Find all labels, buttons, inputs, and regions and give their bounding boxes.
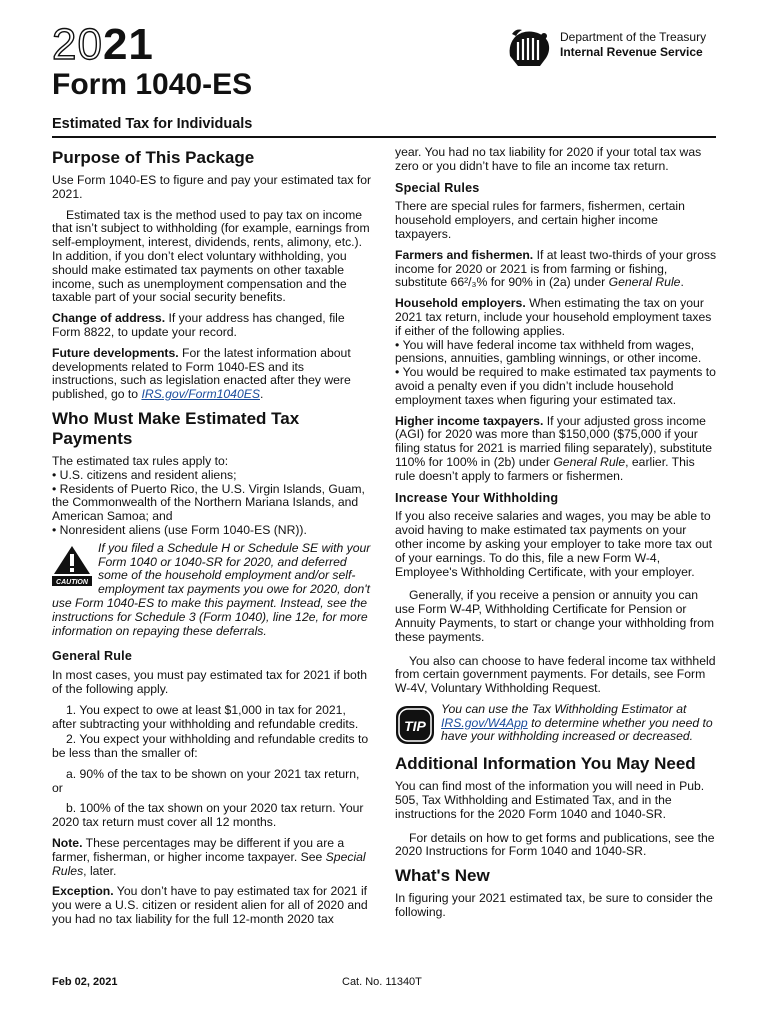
caution-label: CAUTION [56, 578, 88, 586]
increase-para-3: You also can choose to have federal income tax withheld from certain government payments. For details, see Form W-4V, Voluntary Withholding Request. [395, 653, 716, 696]
form-subtitle: Estimated Tax for Individuals [52, 116, 253, 132]
general-item-1: 1. You expect to owe at least $1,000 in tax for 2021, after subtracting your withholding and refundable credits. [52, 702, 359, 731]
header-rule [52, 136, 716, 138]
household-para: Household employers. When estimating the tax on your 2021 tax return, include your household employment taxes if either of the following applies. [395, 296, 712, 338]
household-bullet-2: • You would be required to make estimated tax payments to avoid a penalty even if you didn’t include household employment taxes when figuring your estimated tax. [395, 366, 717, 407]
left-column [52, 146, 372, 934]
w4app-link[interactable]: IRS.gov/W4App [441, 715, 528, 730]
who-bullet-1: • U.S. citizens and resident aliens; [52, 469, 372, 483]
heading-increase-withholding: Increase Your Withholding [395, 490, 559, 505]
future-developments: Future developments. For the latest information about developments related to Form 1040-ES and its instructions, such as legislation enacted after they were published, go to IRS.gov/Form1040ES. [52, 345, 351, 402]
increase-para-2: Generally, if you receive a pension or annuity you can use Form W-4P, Withholding Certificate for Pension or Annuity Payments, to start or change your withholding from these payments. [395, 588, 715, 644]
note-para: Note. These percentages may be different if you are a farmer, fisherman, or higher income taxpayer. See Special Rules, later. [52, 836, 366, 878]
purpose-para-1: Use Form 1040-ES to figure and pay your estimated tax for 2021. [52, 173, 372, 201]
caution-note [52, 542, 372, 639]
heading-general-rule: General Rule [52, 649, 133, 664]
tip-badge-icon [395, 705, 435, 745]
form1040es-link[interactable]: IRS.gov/Form1040ES [141, 387, 260, 402]
who-bullet-3: • Nonresident aliens (use Form 1040-ES (NR)). [52, 524, 372, 538]
right-column [395, 146, 717, 927]
heading-who-must: Who Must Make Estimated Tax Payments [52, 408, 300, 448]
purpose-para-2: Estimated tax is the method used to pay tax on income that isn’t subject to withholding (for example, earnings from self-employment, interest, dividends, rents, alimony, etc.). In addition, if you don’t elect voluntary withholding, you should make estimated tax payments on other taxable income, such as unemployment compensation and the taxable part of your social security benefits. [52, 207, 370, 305]
footer-catalog-number: Cat. No. 11340T [342, 976, 422, 988]
irs-agency-block [504, 26, 724, 70]
additional-para-1: You can find most of the information you will need in Pub. 505, Tax Withholding and Estimated Tax, and in the instructions for the 2020 Form 1040 and 1040-SR. [395, 779, 705, 821]
whats-new-para: In figuring your 2021 estimated tax, be sure to consider the following. [395, 891, 713, 920]
form-year: 2021 [52, 20, 154, 69]
irs-eagle-logo-icon [504, 26, 554, 70]
who-bullet-2: • Residents of Puerto Rico, the U.S. Virgin Islands, Guam, the Commonwealth of the Northern Mariana Islands, and American Samoa; and [52, 483, 372, 524]
caution-warning-icon [52, 544, 92, 586]
farmers-para: Farmers and fishermen. If at least two-thirds of your gross income for 2020 or 2021 is from farming or fishing, substitute 66²/₃% for 90% in (2a) under General Rule. [395, 247, 717, 290]
general-item-2: 2. You expect your withholding and refundable credits to be less than the smaller of: [52, 732, 369, 761]
heading-special-rules: Special Rules [395, 180, 480, 195]
tip-note: TIP You can use the Tax Withholding Estimator at IRS.gov/W4App to determine whether you need to have your withholding increased or decreased. [395, 703, 717, 744]
caution-text: If you filed a Schedule H or Schedule SE with your Form 1040 or 1040-SR for 2020, and deferred some of the household employment and/or self-employment tax payments you owe for 2020, don't use Form 1040-ES to make this payment. Instead, see the instructions for Schedule 3 (Form 1040), line 12e, for more information on repaying these deferrals. [52, 540, 371, 638]
heading-additional-info: Additional Information You May Need [395, 754, 696, 774]
heading-whats-new: What's New [395, 866, 490, 886]
general-para-1: In most cases, you must pay estimated tax for 2021 if both of the following apply. [52, 668, 368, 696]
who-intro: The estimated tax rules apply to: [52, 453, 229, 468]
additional-para-2: For details on how to get forms and publications, see the 2020 Instructions for Form 1040 and 1040-SR. [395, 830, 715, 859]
special-para: There are special rules for farmers, fishermen, certain household employers, and certain higher income taxpayers. [395, 199, 685, 241]
household-bullet-1: • You will have federal income tax withheld from wages, pensions, annuities, gambling winnings, or other income. [395, 339, 717, 367]
higher-income-para: Higher income taxpayers. If your adjusted gross income (AGI) for 2020 was more than $150,000 ($75,000 if your filing status for 2021 is married filing separately), substitute 110% for 100% in (2b) under General Rule, earlier. This rule doesn’t apply to farmers or fishermen. [395, 413, 713, 483]
general-item-a: a. 90% of the tax to be shown on your 2021 tax return, or [52, 766, 360, 795]
heading-purpose: Purpose of This Package [52, 148, 255, 167]
footer-date: Feb 02, 2021 [52, 976, 118, 988]
agency-text: Department of the Treasury Internal Revenue Service [560, 30, 707, 59]
tip-label: TIP [404, 717, 426, 734]
change-of-address: Change of address. If your address has changed, file Form 8822, to update your record. [52, 311, 345, 339]
increase-para-1: If you also receive salaries and wages, you may be able to avoid having to make estimated tax payments on your other income by asking your employer to take more tax out of your earnings. To do this, file a new Form W-4, Employee's Withholding Certificate, with your employer. [395, 509, 713, 579]
form-title: Form 1040-ES [52, 68, 253, 101]
general-item-b: b. 100% of the tax shown on your 2020 tax return. Your 2020 tax return must cover all 12 months. [52, 801, 364, 830]
exception-para: Exception. You don’t have to pay estimated tax for 2021 if you were a U.S. citizen or resident alien for all of 2020 and you had no tax liability for the full 12-month 2020 tax [52, 884, 368, 927]
exception-continued: year. You had no tax liability for 2020 if your total tax was zero or you didn’t have to file an income tax return. [395, 145, 702, 173]
